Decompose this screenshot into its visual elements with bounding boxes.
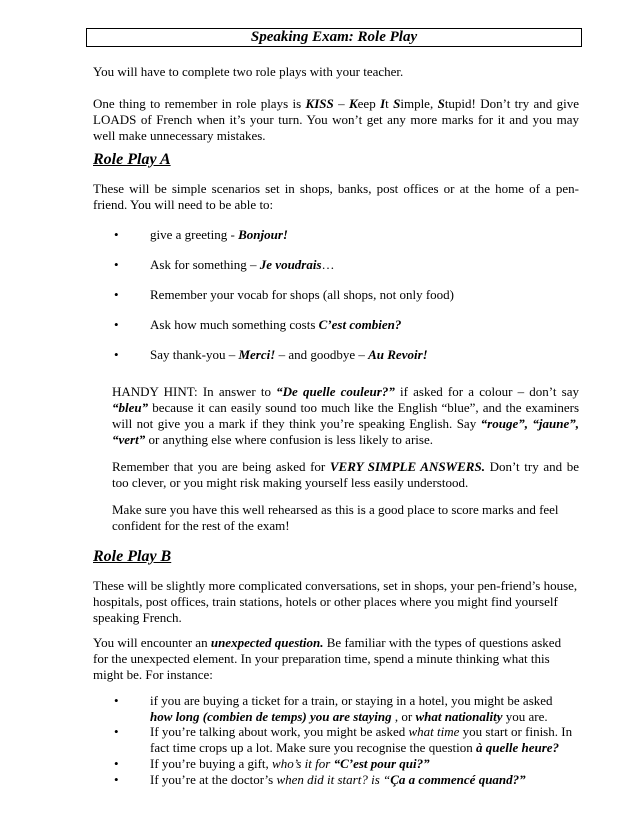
bullet-marker: • <box>114 772 119 787</box>
bullet-marker: • <box>114 347 119 362</box>
role-play-a-description: These will be simple scenarios set in shops, banks, post offices or at the home of a pen-friend. You will need to be able to: <box>93 181 579 212</box>
list-item-ticket: if you are buying a ticket for a train, or staying in a hotel, you might be asked how long (combien de temps) you are staying , or what nationality you are. <box>150 693 553 724</box>
list-item-thanks: Say thank-you – Merci! – and goodbye – Au Revoir! <box>150 347 428 362</box>
bullet-marker: • <box>114 693 119 708</box>
bullet-marker: • <box>114 724 119 739</box>
simple-answers-paragraph: Remember that you are being asked for VERY SIMPLE ANSWERS. Don’t try and be too clever, or you might risk making yourself less easily understood. <box>112 459 580 490</box>
intro-paragraph: You will have to complete two role plays with your teacher. <box>93 64 404 79</box>
role-play-b-heading: Role Play B <box>93 548 172 565</box>
unexpected-question-paragraph: You will encounter an unexpected question. Be familiar with the types of questions asked for the unexpected element. In your preparation time, spend a minute thinking what this might be. For instance: <box>93 635 562 682</box>
page-title: Speaking Exam: Role Play <box>86 28 582 47</box>
list-item-vocab: Remember your vocab for shops (all shops, not only food) <box>150 287 455 302</box>
bullet-marker: • <box>114 227 119 242</box>
list-item-cost: Ask how much something costs C’est combien? <box>150 317 402 332</box>
kiss-paragraph: One thing to remember in role plays is KISS – Keep It Simple, Stupid! Don’t try and give LOADS of French when it’s your turn. You won’t get any more marks for it and you may well make unnecessary mistakes. <box>93 96 580 143</box>
list-item-doctor: If you’re at the doctor’s when did it start? is “Ça a commencé quand?” <box>150 772 526 787</box>
role-play-a-heading: Role Play A <box>93 151 171 168</box>
list-item-work: If you’re talking about work, you might be asked what time you start or finish. In fact time crops up a lot. Make sure you recognise the question à quelle heure? <box>150 724 573 755</box>
bullet-marker: • <box>114 287 119 302</box>
rehearse-paragraph: Make sure you have this well rehearsed as this is a good place to score marks and feel confident for the rest of the exam! <box>112 502 559 533</box>
bullet-marker: • <box>114 317 119 332</box>
list-item-greeting: give a greeting - Bonjour! <box>150 227 288 242</box>
list-item-ask: Ask for something – Je voudrais… <box>150 257 335 272</box>
bullet-marker: • <box>114 257 119 272</box>
list-item-gift: If you’re buying a gift, who’s it for “C’est pour qui?” <box>150 756 430 771</box>
bullet-marker: • <box>114 756 119 771</box>
handy-hint-paragraph: HANDY HINT: In answer to “De quelle couleur?” if asked for a colour – don’t say “bleu” because it can easily sound too much like the English “blue”, and the examiners will not give you a mark if they think you’re speaking English. Say “rouge”, “jaune”, “vert” or anything else where confusion is less likely to arise. <box>112 384 580 447</box>
role-play-b-description: These will be slightly more complicated conversations, set in shops, your pen-friend’s house, hospitals, post offices, train stations, hotels or other places where you might find yourself speaking French. <box>93 578 578 625</box>
